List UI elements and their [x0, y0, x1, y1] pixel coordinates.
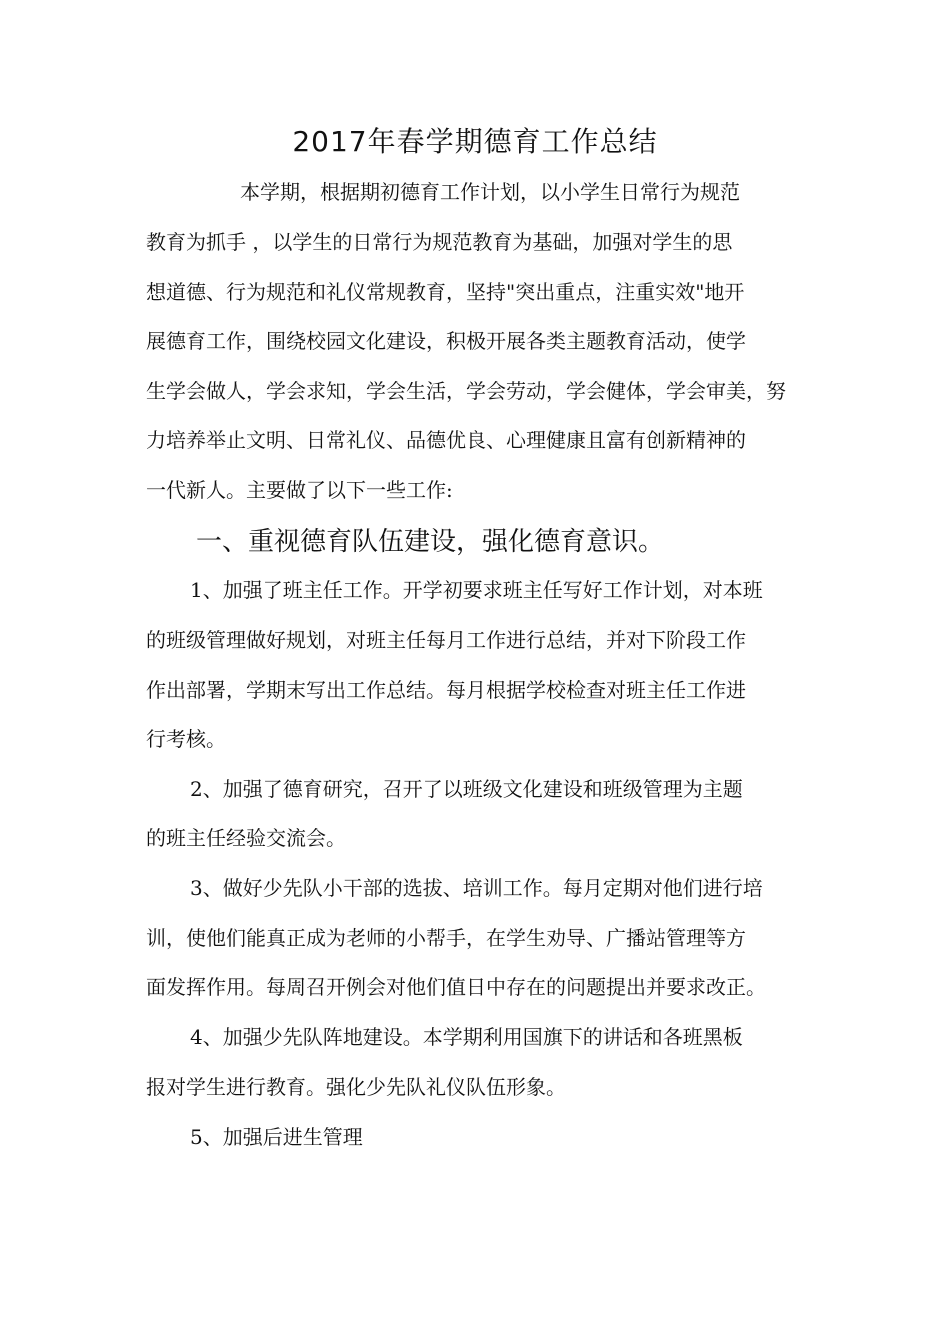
section-heading: 一、重视德育队伍建设，强化德育意识。 [196, 527, 665, 557]
item-3-line: 训，使他们能真正成为老师的小帮手，在学生劝导、广播站管理等方 [146, 926, 746, 950]
intro-line: 力培养举止文明、日常礼仪、品德优良、心理健康且富有创新精神的 [146, 428, 746, 452]
document-title: 2017年春学期德育工作总结 [292, 125, 658, 158]
item-4-line: 4、加强少先队阵地建设。本学期利用国旗下的讲话和各班黑板 [190, 1025, 743, 1049]
item-3-line: 面发挥作用。每周召开例会对他们值日中存在的问题提出并要求改正。 [146, 975, 766, 999]
item-3-line: 3、做好少先队小干部的选拔、培训工作。每月定期对他们进行培 [190, 876, 763, 900]
intro-line: 展德育工作，围绕校园文化建设，积极开展各类主题教育活动，使学 [146, 329, 746, 353]
intro-line: 本学期，根据期初德育工作计划，以小学生日常行为规范 [240, 180, 740, 204]
intro-line: 生学会做人，学会求知，学会生活，学会劳动，学会健体，学会审美，努 [146, 379, 786, 403]
item-4-line: 报对学生进行教育。强化少先队礼仪队伍形象。 [146, 1075, 566, 1099]
item-1-line: 1、加强了班主任工作。开学初要求班主任写好工作计划，对本班 [190, 578, 763, 602]
item-5-line: 5、加强后进生管理 [190, 1125, 363, 1149]
item-1-line: 的班级管理做好规划，对班主任每月工作进行总结，并对下阶段工作 [146, 628, 746, 652]
item-2-line: 2、加强了德育研究，召开了以班级文化建设和班级管理为主题 [190, 777, 743, 801]
item-2-line: 的班主任经验交流会。 [146, 826, 346, 850]
intro-line: 想道德、行为规范和礼仪常规教育，坚持"突出重点，注重实效"地开 [146, 280, 745, 304]
intro-line: 教育为抓手 ，以学生的日常行为规范教育为基础，加强对学生的思 [146, 230, 733, 254]
item-1-line: 作出部署，学期末写出工作总结。每月根据学校检查对班主任工作进 [146, 678, 746, 702]
item-1-line: 行考核。 [146, 727, 226, 751]
intro-line: 一代新人。主要做了以下一些工作: [146, 478, 453, 502]
